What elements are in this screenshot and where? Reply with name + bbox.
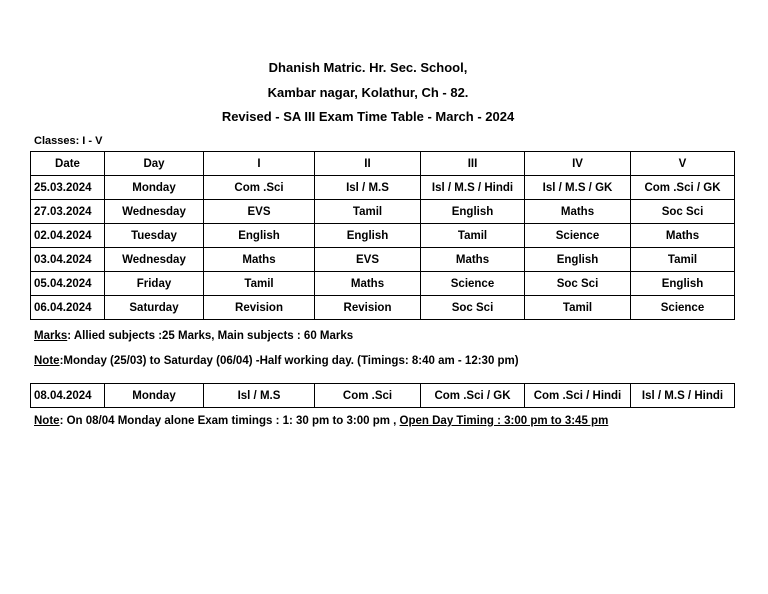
day-cell: Wednesday	[105, 200, 204, 224]
column-header: Day	[105, 152, 204, 176]
table-row	[31, 200, 735, 224]
subject-cell: Science	[631, 296, 735, 320]
subject-cell: Tamil	[315, 200, 421, 224]
subject-cell: Isl / M.S	[204, 384, 315, 408]
day-cell: Tuesday	[105, 224, 204, 248]
day-cell: Monday	[105, 176, 204, 200]
date-cell: 25.03.2024	[31, 176, 105, 200]
exam-timetable	[30, 151, 735, 320]
date-cell: 05.04.2024	[31, 272, 105, 296]
column-header: Date	[31, 152, 105, 176]
classes-label: Classes: I - V	[34, 135, 103, 147]
subject-cell: Tamil	[421, 224, 525, 248]
subject-cell: Revision	[315, 296, 421, 320]
subject-cell: EVS	[204, 200, 315, 224]
subject-cell: Soc Sci	[525, 272, 631, 296]
date-cell: 02.04.2024	[31, 224, 105, 248]
subject-cell: Com .Sci / GK	[631, 176, 735, 200]
subject-cell: Science	[421, 272, 525, 296]
half-day-text: :Monday (25/03) to Saturday (06/04) -Half working day. (Timings: 8:40 am - 12:30 pm)	[59, 355, 519, 367]
subject-cell: Com .Sci / GK	[421, 384, 525, 408]
subject-cell: Soc Sci	[421, 296, 525, 320]
day-cell: Saturday	[105, 296, 204, 320]
subject-cell: Maths	[204, 248, 315, 272]
date-cell: 06.04.2024	[31, 296, 105, 320]
extra-exam-table	[30, 383, 735, 408]
subject-cell: Isl / M.S / Hindi	[421, 176, 525, 200]
table-row	[31, 248, 735, 272]
column-header: IV	[525, 152, 631, 176]
note-label: Note	[34, 415, 60, 427]
subject-cell: English	[631, 272, 735, 296]
day-cell: Wednesday	[105, 248, 204, 272]
subject-cell: Maths	[421, 248, 525, 272]
subject-cell: Maths	[525, 200, 631, 224]
table-row	[31, 296, 735, 320]
date-cell: 03.04.2024	[31, 248, 105, 272]
exam-title: Revised - SA III Exam Time Table - March - 2024	[221, 109, 515, 124]
table-row	[31, 176, 735, 200]
subject-cell: English	[525, 248, 631, 272]
day-cell: Monday	[105, 384, 204, 408]
table-row	[31, 272, 735, 296]
table-row	[31, 384, 735, 408]
open-day-timing: Open Day Timing : 3:00 pm to 3:45 pm	[399, 415, 609, 427]
date-cell: 08.04.2024	[31, 384, 105, 408]
subject-cell: Com .Sci	[204, 176, 315, 200]
subject-cell: Com .Sci	[315, 384, 421, 408]
column-header: III	[421, 152, 525, 176]
subject-cell: Isl / M.S	[315, 176, 421, 200]
subject-cell: English	[204, 224, 315, 248]
marks-note	[34, 330, 353, 342]
day-cell: Friday	[105, 272, 204, 296]
exam-timing-text: : On 08/04 Monday alone Exam timings : 1: 30 pm to 3:00 pm ,	[59, 415, 400, 427]
subject-cell: Maths	[631, 224, 735, 248]
date-cell: 27.03.2024	[31, 200, 105, 224]
exam-timing-note	[34, 415, 608, 427]
marks-label: Marks	[34, 330, 68, 342]
subject-cell: English	[315, 224, 421, 248]
subject-cell: Maths	[315, 272, 421, 296]
column-header: II	[315, 152, 421, 176]
column-header: V	[631, 152, 735, 176]
marks-text: : Allied subjects :25 Marks, Main subjects : 60 Marks	[67, 330, 354, 342]
half-day-note	[34, 355, 519, 367]
subject-cell: Isl / M.S / GK	[525, 176, 631, 200]
subject-cell: Science	[525, 224, 631, 248]
table-row	[31, 224, 735, 248]
column-header: I	[204, 152, 315, 176]
subject-cell: Soc Sci	[631, 200, 735, 224]
table-header-row	[31, 152, 735, 176]
subject-cell: Tamil	[204, 272, 315, 296]
subject-cell: Tamil	[631, 248, 735, 272]
school-address: Kambar nagar, Kolathur, Ch - 82.	[267, 85, 469, 100]
school-name: Dhanish Matric. Hr. Sec. School,	[268, 60, 468, 75]
subject-cell: Revision	[204, 296, 315, 320]
subject-cell: Isl / M.S / Hindi	[631, 384, 735, 408]
subject-cell: Com .Sci / Hindi	[525, 384, 631, 408]
note-label: Note	[34, 355, 60, 367]
subject-cell: Tamil	[525, 296, 631, 320]
subject-cell: English	[421, 200, 525, 224]
subject-cell: EVS	[315, 248, 421, 272]
